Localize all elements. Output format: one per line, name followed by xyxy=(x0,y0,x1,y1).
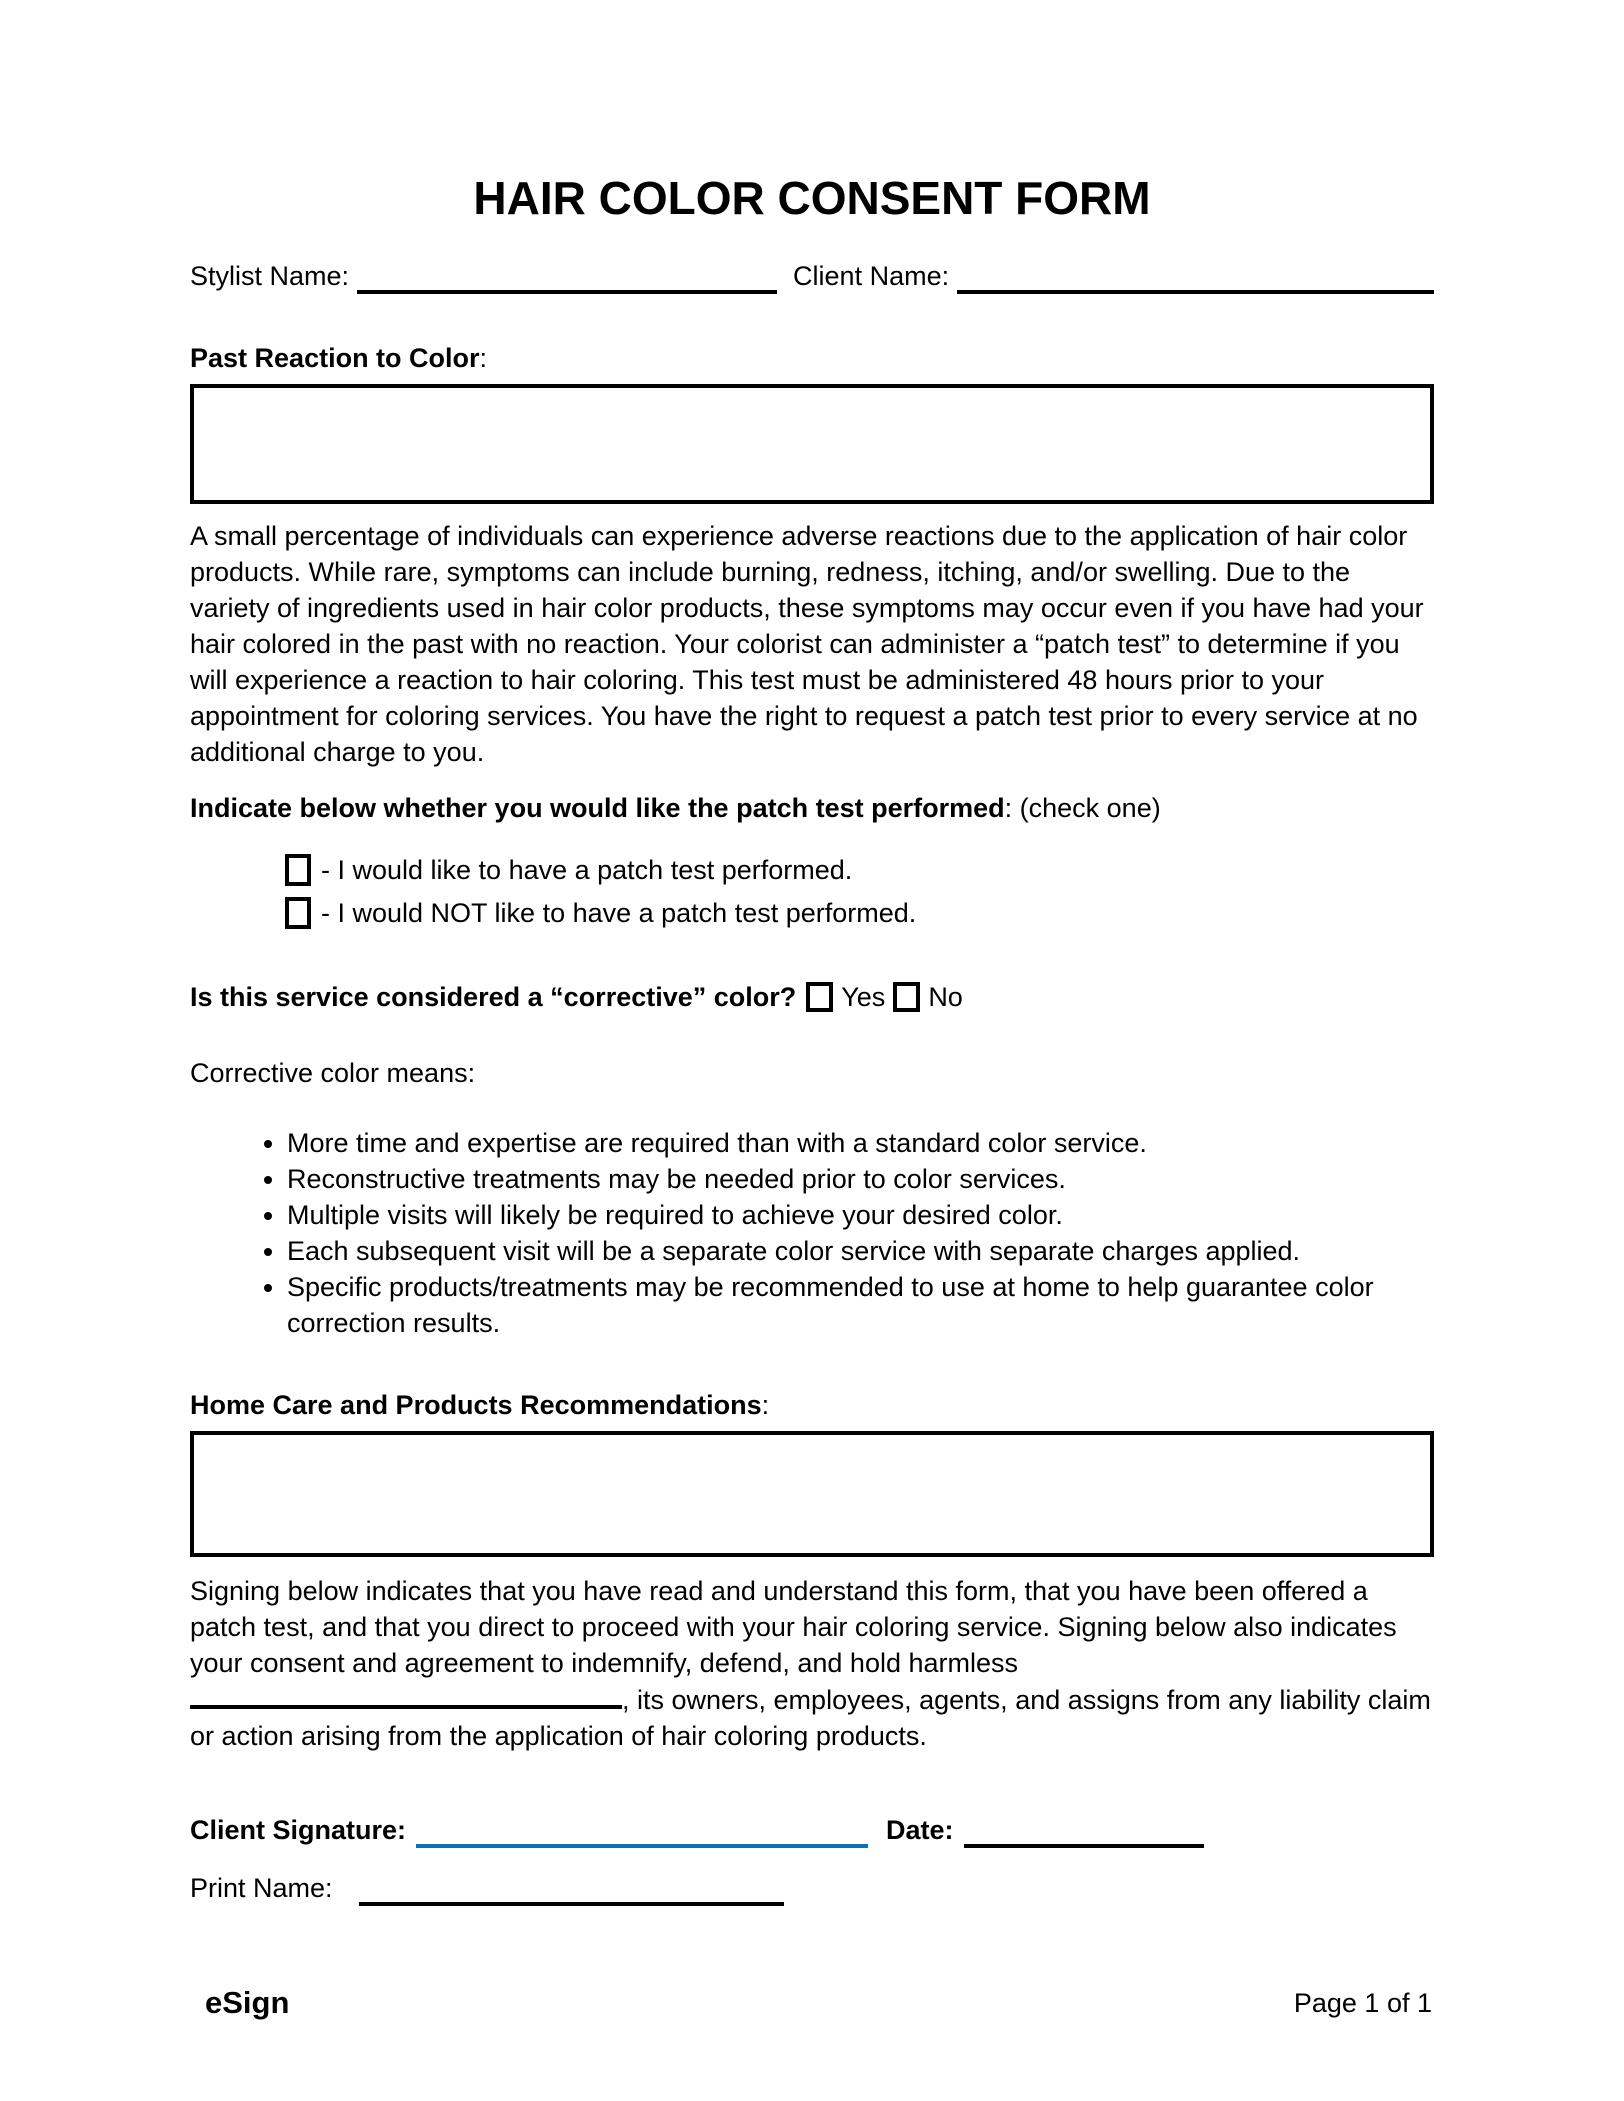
home-care-input-box[interactable] xyxy=(190,1431,1434,1557)
past-reaction-heading xyxy=(190,340,1434,376)
corrective-yes-label: Yes xyxy=(841,982,886,1012)
esign-logo: eSign xyxy=(205,1985,290,2020)
signing-paragraph-part2: , its owners, employees, agents, and assigns from any liability claim or action arising from the application of hair coloring products. xyxy=(190,1685,1431,1751)
home-care-heading-colon: : xyxy=(761,1390,770,1420)
past-reaction-heading-text: Past Reaction to Color xyxy=(190,343,480,373)
corrective-means-list xyxy=(190,1125,1434,1341)
stylist-name-label: Stylist Name: xyxy=(190,261,350,291)
corrective-means-intro: Corrective color means: xyxy=(190,1058,476,1088)
past-reaction-heading-colon: : xyxy=(479,343,488,373)
patch-test-no-checkbox[interactable] xyxy=(285,897,311,929)
patch-test-option-yes-row xyxy=(285,852,1434,888)
list-item: • Multiple visits will likely be required to achieve your desired color. xyxy=(287,1197,1434,1233)
home-care-heading-text: Home Care and Products Recommendations xyxy=(190,1390,762,1420)
patch-test-no-label: - I would NOT like to have a patch test performed. xyxy=(321,898,917,928)
print-name-row xyxy=(190,1870,1434,1906)
page-title: HAIR COLOR CONSENT FORM xyxy=(473,172,1151,224)
signing-paragraph-part1: Signing below indicates that you have read and understand this form, that you have been offered a patch test, and that you direct to proceed with your hair coloring service. Signing below also indicates your consent and agreement to indemnify, defend, and hold harmless xyxy=(190,1576,1397,1678)
client-name-field[interactable] xyxy=(957,262,1434,294)
home-care-heading xyxy=(190,1387,1434,1423)
signing-paragraph xyxy=(190,1573,1434,1754)
corrective-question-text: Is this service considered a “corrective” color? xyxy=(190,982,797,1012)
list-item: • More time and expertise are required than with a standard color service. xyxy=(287,1125,1434,1161)
patch-test-heading-suffix: : (check one) xyxy=(1004,793,1161,823)
names-row xyxy=(190,258,1434,294)
corrective-no-label: No xyxy=(928,982,963,1012)
corrective-no-checkbox[interactable] xyxy=(893,982,920,1012)
corrective-yes-checkbox[interactable] xyxy=(806,982,833,1012)
list-item: • Reconstructive treatments may be needed prior to color services. xyxy=(287,1161,1434,1197)
patch-test-option-no-row xyxy=(285,895,1434,931)
intro-paragraph: A small percentage of individuals can experience adverse reactions due to the application of hair color products. While rare, symptoms can include burning, redness, itching, and/or swelling. Due to the variety of ingredients used in hair color products, these symptoms may occur even if you have had your hair colored in the past with no reaction. Your colorist can administer a “patch test” to determine if you will experience a reaction to hair coloring. This test must be administered 48 hours prior to your appointment for coloring services. You have the right to request a patch test prior to every service at no additional charge to you. xyxy=(190,521,1424,767)
client-signature-field[interactable] xyxy=(416,1816,868,1848)
list-item: • Specific products/treatments may be recommended to use at home to help guarantee color correction results. xyxy=(287,1269,1434,1341)
corrective-question-row xyxy=(190,979,1434,1015)
date-field[interactable] xyxy=(964,1816,1204,1848)
stylist-name-field[interactable] xyxy=(357,262,777,294)
patch-test-yes-checkbox[interactable] xyxy=(285,854,311,886)
patch-test-heading xyxy=(190,790,1434,826)
page-footer xyxy=(205,1985,1432,2021)
signature-row xyxy=(190,1812,1434,1848)
client-name-label: Client Name: xyxy=(793,261,950,291)
print-name-field[interactable] xyxy=(359,1874,784,1906)
past-reaction-input-box[interactable] xyxy=(190,384,1434,504)
date-label: Date: xyxy=(886,1815,954,1845)
patch-test-yes-label: - I would like to have a patch test performed. xyxy=(321,855,853,885)
patch-test-options xyxy=(190,852,1434,931)
list-item: • Each subsequent visit will be a separate color service with separate charges applied. xyxy=(287,1233,1434,1269)
patch-test-heading-bold: Indicate below whether you would like the patch test performed xyxy=(190,793,1005,823)
page-number: Page 1 of 1 xyxy=(1293,1988,1432,2018)
print-name-label: Print Name: xyxy=(190,1873,333,1903)
business-name-field[interactable] xyxy=(190,1681,622,1709)
client-signature-label: Client Signature: xyxy=(190,1815,407,1845)
